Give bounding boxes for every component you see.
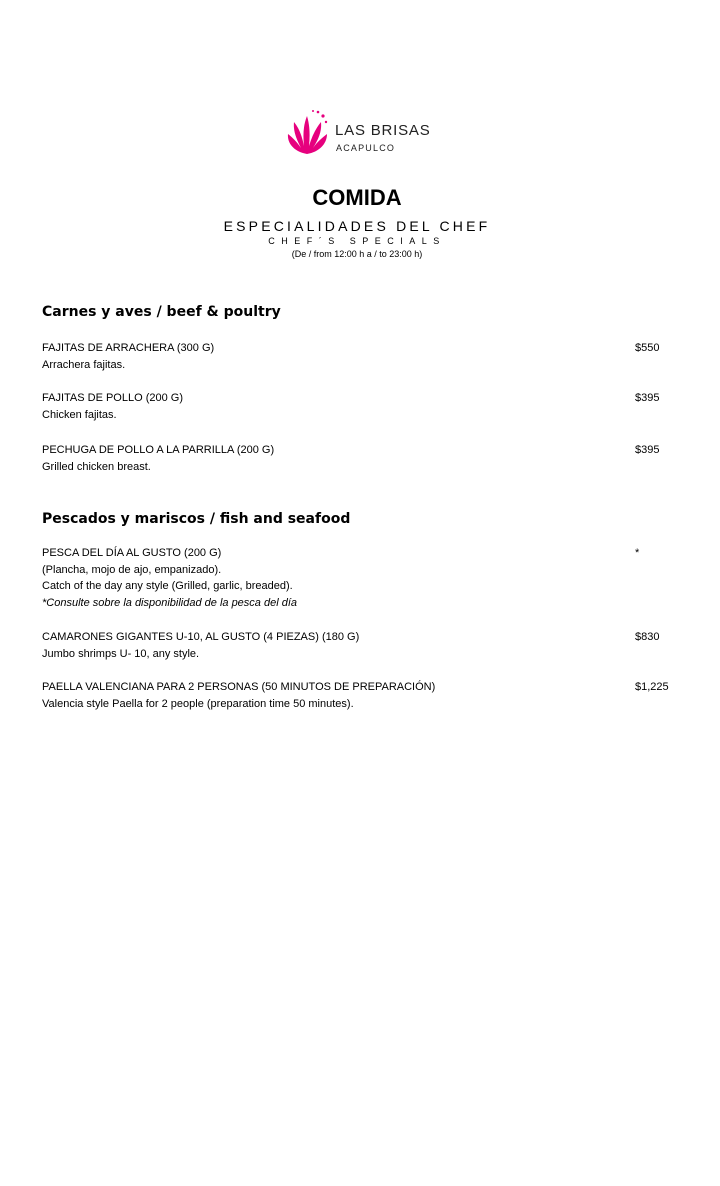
menu-item-price: $395: [635, 392, 660, 404]
menu-item-name: PAELLA VALENCIANA PARA 2 PERSONAS (50 MINUTOS DE PREPARACIÓN): [42, 681, 436, 693]
menu-item-price: $830: [635, 631, 660, 643]
menu-header: [0, 184, 714, 260]
menu-item-name: CAMARONES GIGANTES U-10, AL GUSTO (4 PIEZAS) (180 G): [42, 631, 360, 643]
logo: [285, 108, 455, 158]
menu-item-description: (Plancha, mojo de ajo, empanizado).: [42, 563, 222, 576]
menu-item: [42, 545, 682, 611]
menu-item-name: FAJITAS DE POLLO (200 G): [42, 392, 184, 404]
menu-item-description-english: Catch of the day any style (Grilled, garlic, breaded).: [42, 580, 293, 592]
coral-fan-icon: [285, 108, 329, 156]
section-title-fish-seafood: Pescados y mariscos / fish and seafood: [42, 511, 351, 527]
logo-brand: LAS BRISAS: [335, 122, 431, 139]
menu-item-price: *: [635, 547, 640, 559]
menu-item-name: FAJITAS DE ARRACHERA (300 G): [42, 342, 215, 354]
logo-place: ACAPULCO: [336, 143, 396, 153]
menu-item: [42, 442, 682, 475]
menu-item: [42, 629, 682, 662]
page-title: COMIDA: [312, 185, 402, 210]
menu-item-name: PESCA DEL DÍA AL GUSTO (200 G): [42, 547, 222, 559]
menu-item-description: Jumbo shrimps U- 10, any style.: [42, 647, 200, 660]
page-subtitle: ESPECIALIDADES DEL CHEF: [223, 218, 491, 234]
service-hours: (De / from 12:00 h a / to 23:00 h): [291, 249, 423, 259]
menu-item-note: *Consulte sobre la disponibilidad de la pesca del día: [42, 596, 298, 609]
menu-item-description: Grilled chicken breast.: [42, 460, 151, 473]
menu-item-price: $395: [635, 444, 660, 456]
menu-item: [42, 679, 682, 712]
menu-item-description: Chicken fajitas.: [42, 408, 117, 421]
section-title-beef-poultry: Carnes y aves / beef & poultry: [42, 304, 281, 320]
menu-item-description: Arrachera fajitas.: [42, 358, 126, 371]
menu-item-name: PECHUGA DE POLLO A LA PARRILLA (200 G): [42, 444, 275, 456]
menu-item: [42, 340, 682, 373]
menu-item-description: Valencia style Paella for 2 people (preparation time 50 minutes).: [42, 697, 354, 710]
menu-item: [42, 390, 682, 423]
menu-item-price: $550: [635, 342, 660, 354]
page-subtitle-english: CHEF´S SPECIALS: [268, 236, 446, 246]
menu-item-price: $1,225: [635, 681, 669, 693]
